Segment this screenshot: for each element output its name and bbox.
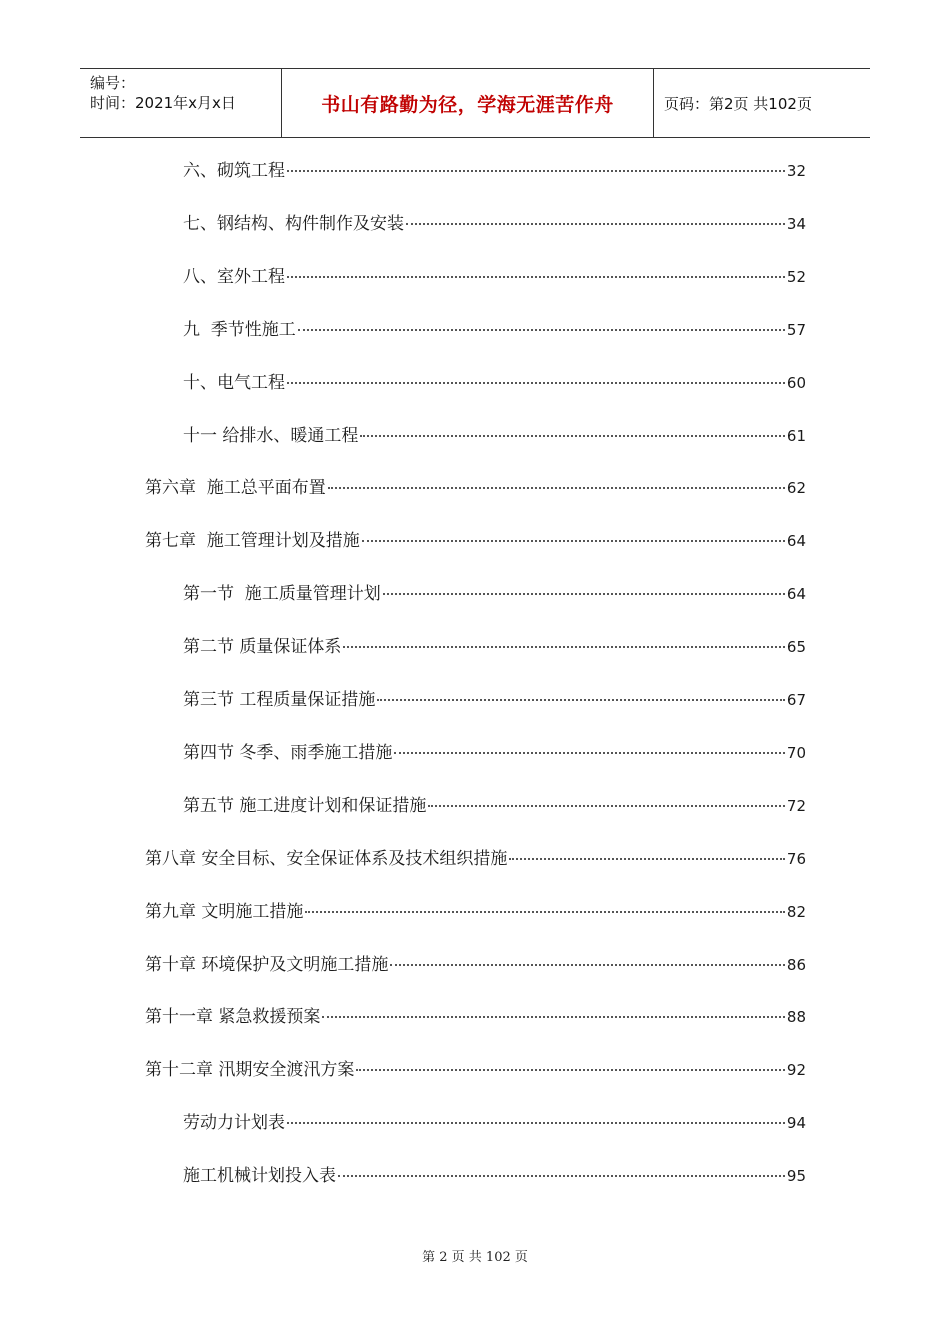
toc-entry[interactable] — [183, 318, 806, 342]
toc-entry[interactable] — [183, 159, 806, 183]
toc-entry-page: 57 — [786, 320, 806, 339]
toc-entry[interactable] — [183, 212, 806, 236]
toc-entry-title: 六、砌筑工程 — [183, 161, 285, 181]
toc-entry-title: 施工机械计划投入表 — [183, 1166, 336, 1187]
toc-entry[interactable] — [145, 900, 806, 924]
toc-dot-leader — [509, 858, 785, 860]
toc-dot-leader — [394, 752, 785, 754]
toc-entry-page: 82 — [786, 902, 806, 921]
toc-entry-title: 第五节 施工进度计划和保证措施 — [183, 795, 427, 816]
toc-entry-title: 第一节 施工质量管理计划 — [183, 584, 381, 605]
toc-entry-title: 第十一章 紧急救援预案 — [145, 1007, 321, 1028]
toc-dot-leader — [362, 540, 785, 542]
toc-dot-leader — [287, 382, 785, 384]
toc-dot-leader — [287, 276, 785, 278]
page-header — [80, 68, 870, 138]
toc-dot-leader — [356, 1069, 785, 1071]
toc-entry[interactable] — [145, 476, 806, 500]
toc-entry-page: 70 — [786, 743, 806, 762]
toc-entry-title: 第四节 冬季、雨季施工措施 — [183, 742, 393, 763]
toc-dot-leader — [390, 964, 785, 966]
header-page-info: 页码：第2页 共102页 — [664, 94, 812, 113]
toc-entry-title: 第六章 施工总平面布置 — [145, 478, 326, 499]
toc-entry[interactable] — [183, 371, 806, 395]
page-footer: 第 2 页 共 102 页 — [422, 1250, 528, 1265]
toc-entry-title: 第二节 质量保证体系 — [183, 637, 342, 658]
toc-entry-page: 72 — [786, 796, 806, 815]
toc-dot-leader — [383, 593, 785, 595]
toc-entry-page: 64 — [786, 532, 806, 551]
header-info-cell — [80, 69, 282, 137]
toc-entry-page: 92 — [786, 1061, 806, 1080]
toc-entry-page: 94 — [786, 1114, 806, 1133]
toc-entry-page: 60 — [786, 373, 806, 392]
toc-entry[interactable] — [183, 794, 806, 818]
toc-entry[interactable] — [183, 424, 806, 448]
toc-dot-leader — [343, 646, 785, 648]
toc-entry-page: 88 — [786, 1008, 806, 1027]
toc-entry[interactable] — [145, 847, 806, 871]
toc-entry-title: 第十章 环境保护及文明施工措施 — [145, 954, 389, 975]
toc-entry-title: 十、电气工程 — [183, 372, 285, 393]
toc-entry[interactable] — [183, 1164, 806, 1188]
toc-dot-leader — [406, 223, 785, 225]
toc-entry-title: 劳动力计划表 — [183, 1113, 285, 1134]
toc-dot-leader — [328, 487, 785, 489]
toc-entry-page: 32 — [786, 162, 806, 180]
toc-dot-leader — [338, 1175, 785, 1177]
toc-entry-page: 34 — [786, 214, 806, 233]
toc-entry-page: 95 — [786, 1167, 806, 1186]
toc-entry[interactable] — [145, 529, 806, 553]
toc-entry[interactable] — [145, 953, 806, 977]
toc-entry[interactable] — [145, 1005, 806, 1029]
toc-entry-title: 第三节 工程质量保证措施 — [183, 690, 376, 710]
toc-dot-leader — [377, 699, 785, 701]
toc-entry-page: 61 — [786, 426, 806, 445]
toc-entry-title: 第七章 施工管理计划及措施 — [145, 531, 360, 552]
toc-dot-leader — [322, 1016, 785, 1018]
toc-entry-title: 第十二章 汛期安全渡汛方案 — [145, 1060, 355, 1081]
header-motto: 书山有路勤为径，学海无涯苦作舟 — [282, 69, 654, 137]
toc-entry-title: 第九章 文明施工措施 — [145, 901, 304, 922]
toc-dot-leader — [305, 911, 785, 913]
toc-entry-page: 64 — [786, 585, 806, 604]
toc-entry[interactable] — [183, 1111, 806, 1135]
document-code-label: 编号： — [90, 74, 136, 92]
toc-entry-page: 52 — [786, 267, 806, 286]
toc-entry[interactable] — [183, 582, 806, 606]
toc-entry[interactable] — [145, 1058, 806, 1082]
toc-entry-title: 第八章 安全目标、安全保证体系及技术组织措施 — [145, 848, 508, 869]
toc-entry-title: 九 季节性施工 — [183, 319, 296, 340]
toc-dot-leader — [287, 1122, 785, 1124]
toc-dot-leader — [428, 805, 785, 807]
toc-dot-leader — [287, 170, 785, 172]
toc-entry[interactable] — [183, 635, 806, 659]
toc-entry-page: 86 — [786, 955, 806, 974]
toc-entry-page: 62 — [786, 479, 806, 498]
toc-entry-page: 76 — [786, 849, 806, 868]
toc-dot-leader — [298, 329, 785, 331]
document-date-label: 时间：2021年x月x日 — [90, 94, 236, 112]
toc-entry-page: 65 — [786, 638, 806, 657]
toc-entry[interactable] — [183, 265, 806, 289]
toc-entry-title: 七、钢结构、构件制作及安装 — [183, 213, 404, 234]
toc-entry-title: 十一 给排水、暖通工程 — [183, 425, 359, 446]
toc-dot-leader — [360, 435, 785, 437]
toc-entry-page: 67 — [786, 691, 806, 709]
toc-entry[interactable] — [183, 688, 806, 712]
toc-entry-title: 八、室外工程 — [183, 266, 285, 287]
toc-entry[interactable] — [183, 741, 806, 765]
